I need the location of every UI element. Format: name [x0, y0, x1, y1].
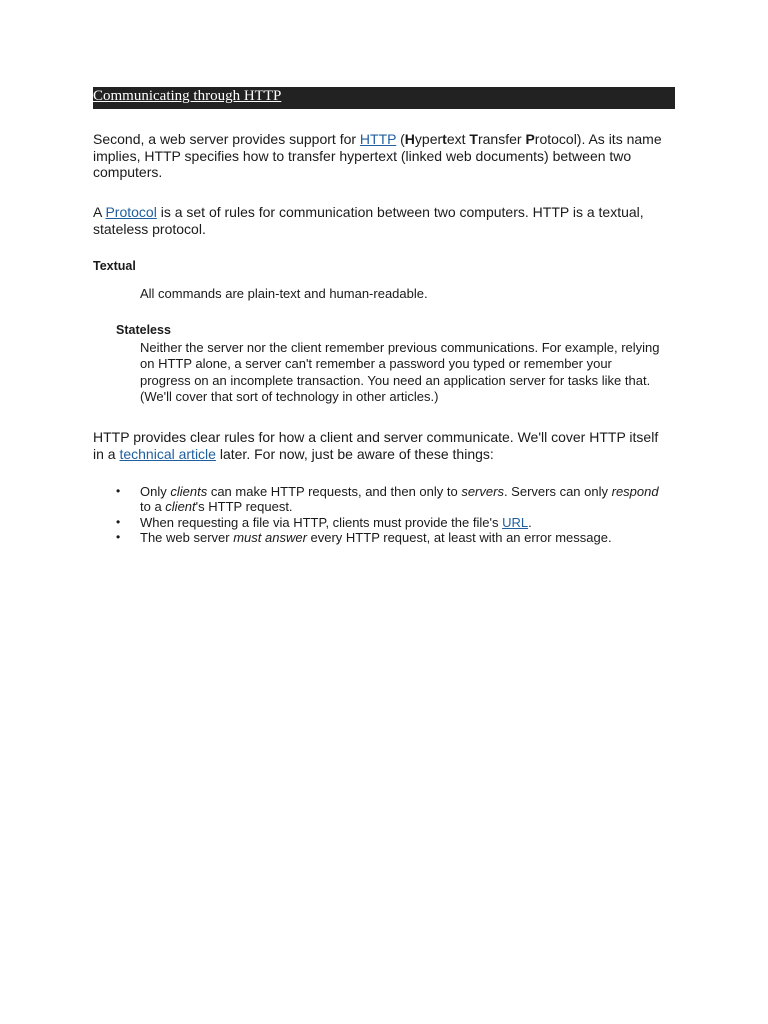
acronym-text: ransfer — [477, 131, 526, 147]
list-text-italic: clients — [170, 484, 208, 499]
list-text-italic: servers — [461, 484, 504, 499]
rules-text: HTTP provides clear rules for how a client and server communicate. We'll cover HTTP itself in a — [93, 429, 659, 462]
protocol-text-end: is a set of rules for communication between two computers. HTTP is a textual, stateless protocol. — [93, 204, 644, 237]
list-text: . Servers can only — [503, 484, 612, 499]
list-text: every HTTP request, at least with an error message. — [306, 529, 612, 545]
intro-text: Second, a web server provides support for — [93, 131, 360, 147]
bullet-icon: • — [116, 514, 121, 529]
acronym-letter-t-upper: T — [469, 131, 478, 147]
list-text-italic: respond — [611, 484, 659, 499]
bullet-icon: • — [116, 484, 121, 498]
acronym-letter-t: t — [442, 131, 447, 147]
list-text: When requesting a file via HTTP, clients must provide the file's — [140, 514, 503, 530]
definition-term-stateless: Stateless — [116, 323, 171, 337]
acronym-text: ext — [446, 131, 470, 147]
acronym-letter-h: H — [404, 131, 415, 147]
list-item — [93, 515, 663, 530]
intro-text-end: rotocol). As its name implies, HTTP specifies how to transfer hypertext (linked web documents) between two computers. — [93, 131, 662, 180]
list-text: . — [528, 514, 532, 530]
acronym-text: yper — [414, 131, 443, 147]
http-link[interactable]: HTTP — [359, 131, 397, 147]
intro-paragraph — [93, 131, 663, 181]
list-text: to a — [140, 499, 166, 515]
list-item — [93, 530, 663, 545]
bullet-list — [93, 484, 663, 545]
definition-text-textual: All commands are plain-text and human-readable. — [140, 286, 428, 301]
protocol-text: A — [93, 204, 106, 220]
list-text: Only — [140, 484, 171, 499]
list-text: The web server — [140, 529, 234, 545]
protocol-paragraph — [93, 204, 663, 237]
bullet-icon: • — [116, 529, 121, 544]
url-link[interactable]: URL — [502, 514, 529, 530]
section-heading-bar — [93, 87, 675, 109]
rules-text-end: later. For now, just be aware of these things: — [215, 445, 494, 462]
definition-term-textual: Textual — [93, 259, 136, 273]
list-item — [93, 484, 663, 515]
protocol-link[interactable]: Protocol — [105, 204, 157, 220]
section-heading: Communicating through HTTP — [93, 88, 282, 104]
rules-paragraph — [93, 429, 663, 462]
list-text: can make HTTP requests, and then only to — [207, 484, 462, 499]
intro-text-paren: ( — [396, 131, 405, 147]
list-text-italic: client — [165, 499, 196, 515]
list-text: 's HTTP request. — [195, 499, 293, 515]
technical-article-link[interactable]: technical article — [119, 445, 216, 462]
list-text-italic: must answer — [233, 529, 307, 545]
acronym-letter-p: P — [525, 131, 535, 147]
definition-text-stateless: Neither the server nor the client remember previous communications. For example, relying on HTTP alone, a server can't remember a password you typed or remember your progress on an incomplete transaction. You need an application server for tasks like that. (We'll cover that sort of technology in other articles.) — [140, 340, 660, 404]
